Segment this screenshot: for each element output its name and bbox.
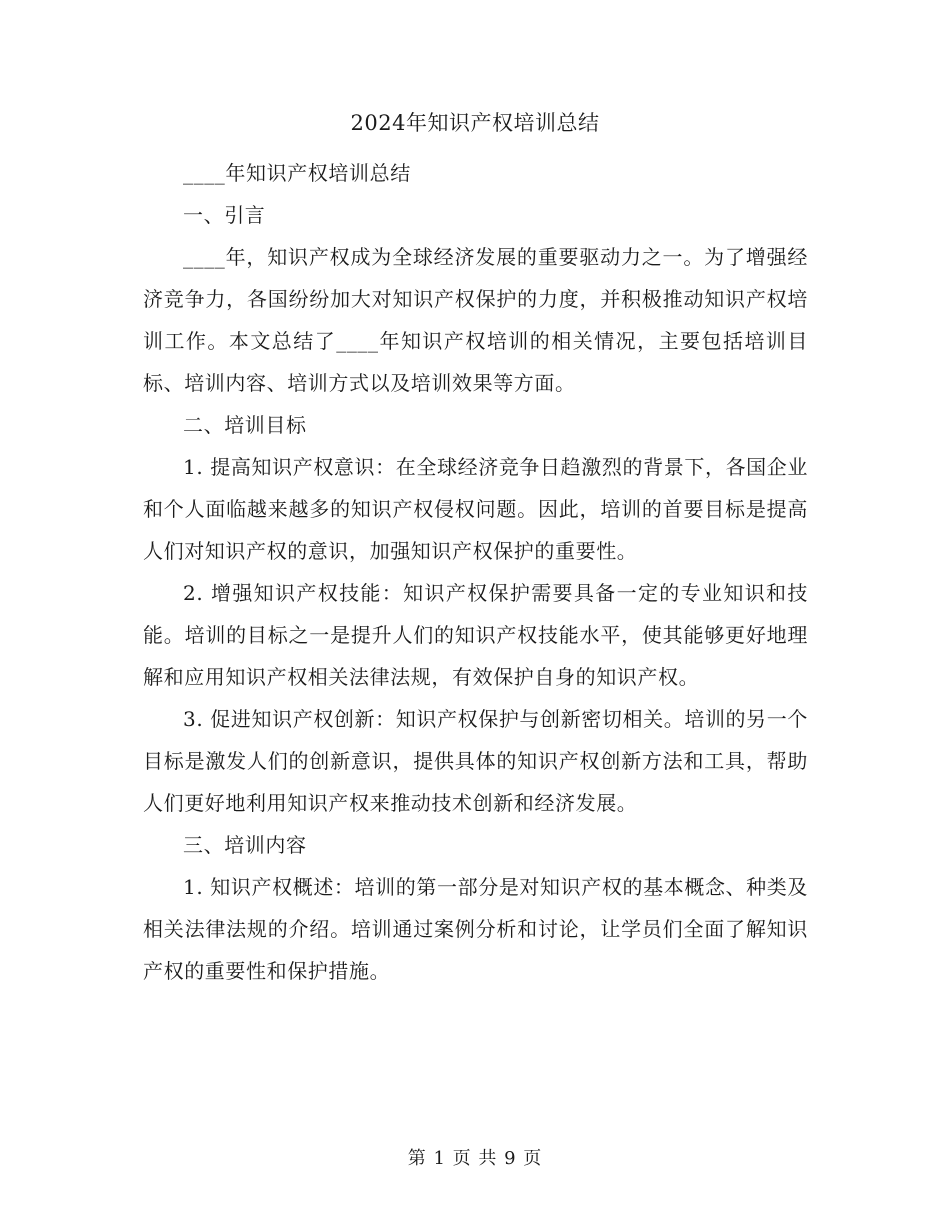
goal-item-2: 2. 增强知识产权技能：知识产权保护需要具备一定的专业知识和技能。培训的目标之一是提升人们的知识产权技能水平，使其能够更好地理解和应用知识产权相关法律法规，有效保护自身的知识产权。 xyxy=(143,581,808,689)
goal-item-3: 3. 促进知识产权创新：知识产权保护与创新密切相关。培训的另一个目标是激发人们的创新意识，提供具体的知识产权创新方法和工具，帮助人们更好地利用知识产权来推动技术创新和经济发展。 xyxy=(143,707,808,815)
document-title: 2024年知识产权培训总结 xyxy=(350,111,600,135)
subtitle-paragraph: ____年知识产权培训总结 xyxy=(183,161,411,185)
introduction-paragraph: ____年，知识产权成为全球经济发展的重要驱动力之一。为了增强经济竞争力，各国纷纷加大对知识产权保护的力度，并积极推动知识产权培训工作。本文总结了____年知识产权培训的相关情况，主要包括培训目标、培训内容、培训方式以及培训效果等方面。 xyxy=(143,245,808,395)
goal-item-1: 1. 提高知识产权意识：在全球经济竞争日趋激烈的背景下，各国企业和个人面临越来越多的知识产权侵权问题。因此，培训的首要目标是提高人们对知识产权的意识，加强知识产权保护的重要性。 xyxy=(143,455,808,563)
section-heading-training-goals: 二、培训目标 xyxy=(183,413,307,437)
document-body xyxy=(143,152,808,992)
content-item-1: 1. 知识产权概述：培训的第一部分是对知识产权的基本概念、种类及相关法律法规的介绍。培训通过案例分析和讨论，让学员们全面了解知识产权的重要性和保护措施。 xyxy=(143,875,808,983)
section-heading-training-content: 三、培训内容 xyxy=(183,833,307,857)
section-heading-introduction: 一、引言 xyxy=(183,203,266,227)
page-number-footer: 第 1 页 共 9 页 xyxy=(407,1148,543,1169)
